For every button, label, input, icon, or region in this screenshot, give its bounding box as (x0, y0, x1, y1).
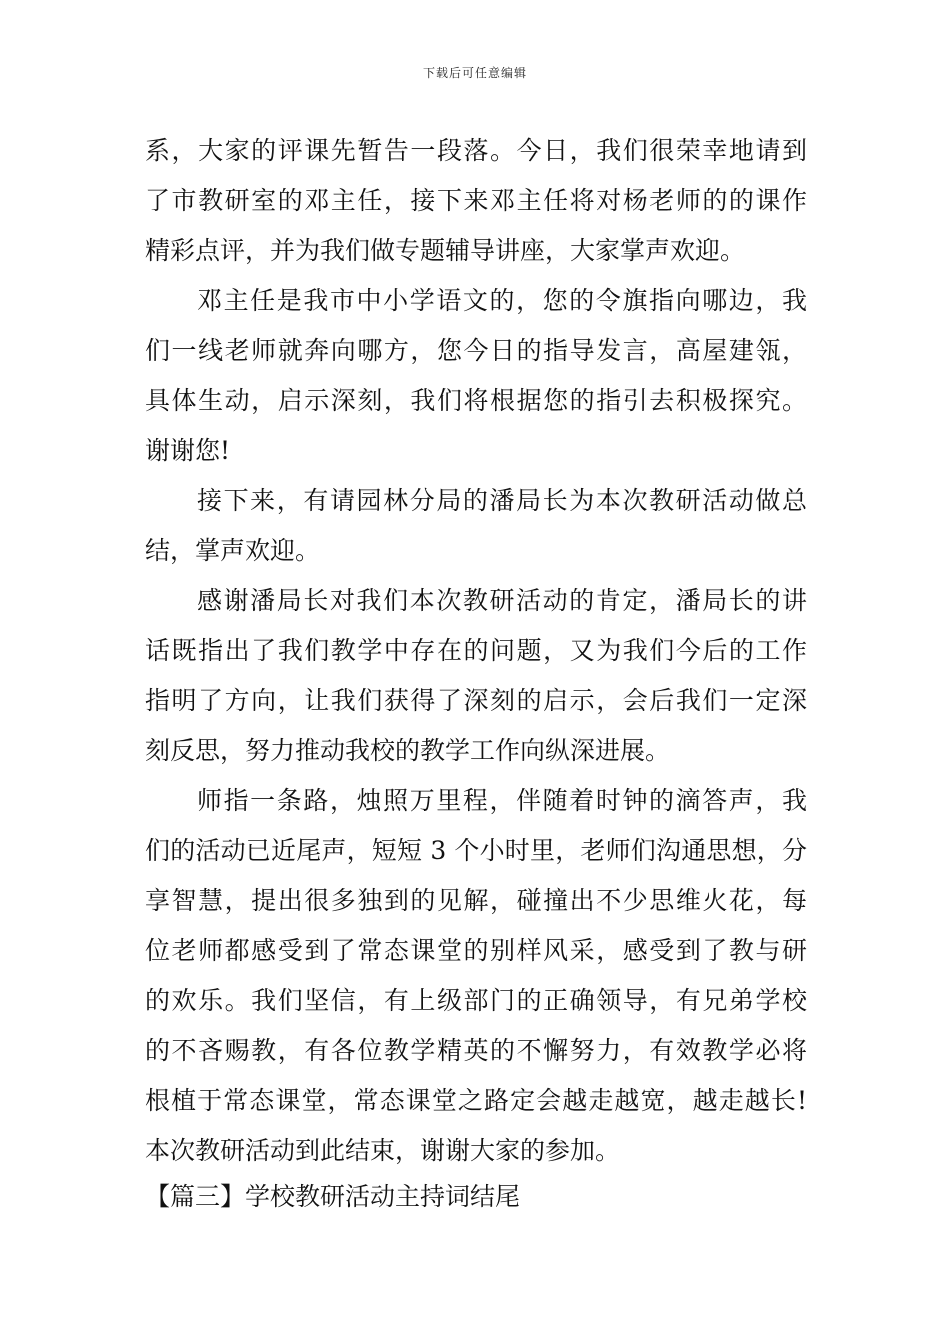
text-line: 本次教研活动到此结束，谢谢大家的参加。 (145, 1136, 621, 1165)
section-heading: 【篇三】学校教研活动主持词结尾 (145, 1182, 521, 1211)
text-line: 根植于常态课堂，常态课堂之路定会越走越宽，越走越长! (145, 1086, 807, 1115)
text-line: 师指一条路，烛照万里程，伴随着时钟的滴答声，我 (197, 786, 807, 815)
text-line: 享智慧，提出很多独到的见解，碰撞出不少思维火花，每 (145, 886, 807, 915)
text-line: 精彩点评，并为我们做专题辅导讲座，大家掌声欢迎。 (145, 236, 746, 265)
paragraph-5 (145, 776, 807, 1176)
text-line: 谢谢您! (145, 436, 231, 465)
paragraph-2 (145, 276, 807, 476)
text-line: 们一线老师就奔向哪方，您今日的指导发言，高屋建瓴， (145, 336, 807, 365)
text-line: 的欢乐。我们坚信，有上级部门的正确领导，有兄弟学校 (145, 986, 807, 1015)
text-line: 们的活动已近尾声，短短 3 个小时里，老师们沟通思想，分 (145, 836, 807, 865)
paragraph-1 (145, 126, 807, 276)
page-header: 下载后可任意编辑 (422, 66, 527, 80)
text-line: 具体生动，启示深刻，我们将根据您的指引去积极探究。 (145, 386, 807, 415)
paragraph-4 (145, 576, 807, 776)
text-line: 结，掌声欢迎。 (145, 536, 321, 565)
text-line: 了市教研室的邓主任，接下来邓主任将对杨老师的的课作 (145, 186, 807, 215)
text-line: 位老师都感受到了常态课堂的别样风采，感受到了教与研 (145, 936, 807, 965)
document-body (145, 126, 807, 1176)
text-line: 话既指出了我们教学中存在的问题，又为我们今后的工作 (145, 636, 807, 665)
text-line: 接下来，有请园林分局的潘局长为本次教研活动做总 (197, 486, 807, 515)
text-line: 系，大家的评课先暂告一段落。今日，我们很荣幸地请到 (145, 136, 807, 165)
text-line: 指明了方向，让我们获得了深刻的启示，会后我们一定深 (145, 686, 807, 715)
text-line: 感谢潘局长对我们本次教研活动的肯定，潘局长的讲 (197, 586, 807, 615)
paragraph-3 (145, 476, 807, 576)
text-line: 的不吝赐教，有各位教学精英的不懈努力，有效教学必将 (145, 1036, 807, 1065)
text-line: 邓主任是我市中小学语文的，您的令旗指向哪边，我 (197, 286, 807, 315)
text-line: 刻反思，努力推动我校的教学工作向纵深进展。 (145, 736, 671, 765)
